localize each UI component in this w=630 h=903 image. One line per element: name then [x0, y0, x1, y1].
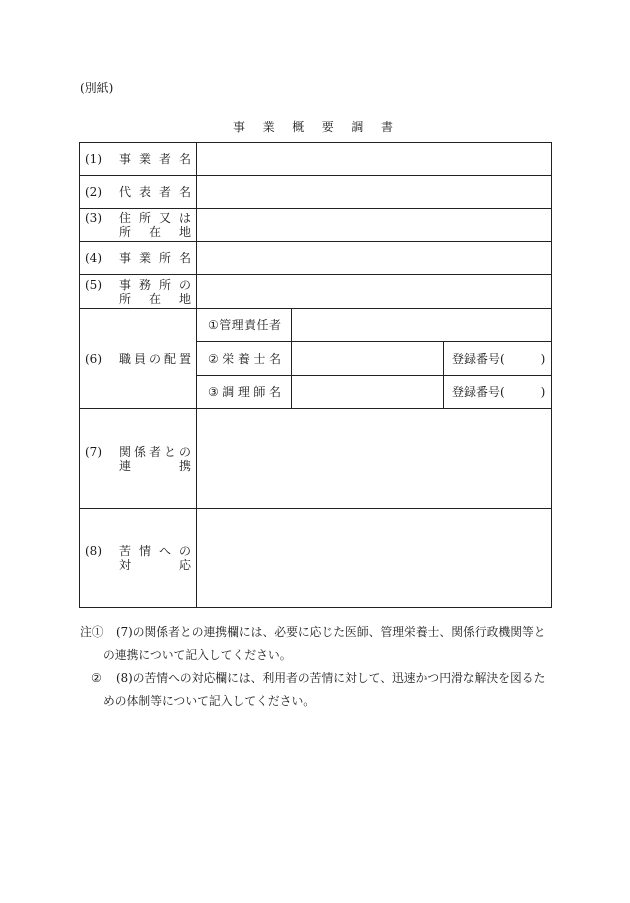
label-char: 要: [321, 120, 334, 134]
form-row: [80, 409, 552, 509]
label-char: 名: [268, 385, 281, 399]
label-char: 者: [158, 185, 171, 199]
business-overview-form: [79, 142, 552, 608]
label-char: 所: [158, 251, 171, 265]
sub-label-block: [197, 352, 291, 366]
label-text: [119, 445, 191, 459]
label-char: 書: [380, 120, 393, 134]
office-name-field: [197, 242, 552, 275]
label-char: 所: [158, 277, 171, 292]
document-title: [233, 119, 393, 135]
representative-name-field: [197, 176, 552, 209]
note-1-line-1: (7)の関係者との連携欄には、必要に応じた医師、管理栄養士、関係行政機関等と: [116, 625, 546, 639]
row-number: (1): [85, 152, 102, 166]
cook-name-field: [292, 376, 444, 409]
label-char: 代: [119, 185, 132, 199]
manager-name-field: [292, 309, 552, 342]
label-char: 責: [244, 318, 257, 332]
label-char: 調: [351, 120, 364, 134]
label-char: 務: [138, 277, 151, 292]
row-number: (8): [85, 544, 102, 558]
label-char: 業: [138, 251, 151, 265]
label-char: ①: [208, 318, 219, 332]
label-char: 情: [138, 544, 151, 558]
label-char: 業: [138, 152, 151, 166]
label-char: 地: [178, 225, 191, 239]
label-char: 苦: [119, 544, 132, 558]
business-operator-name-field: [197, 143, 552, 176]
sub-label-text: [208, 385, 281, 399]
label-char: へ: [158, 544, 171, 558]
row-number: (4): [85, 251, 102, 265]
label-text-line-2: [119, 459, 191, 473]
label-char: 関: [119, 444, 132, 459]
label-char: 表: [138, 185, 151, 199]
row-number: (7): [85, 444, 102, 459]
label-char: 者: [158, 152, 171, 166]
form-row: [80, 242, 552, 275]
label-char: 配: [163, 351, 176, 366]
label-text: [119, 352, 191, 366]
label-text: [119, 152, 191, 166]
label-text: [119, 185, 191, 199]
label-char: 理: [237, 385, 250, 399]
label-char: 又: [158, 211, 171, 225]
label-char: 置: [178, 351, 191, 366]
label-char: 所: [119, 225, 132, 239]
label-char: 員: [133, 351, 146, 366]
label-char: 調: [222, 385, 235, 399]
label-char: ②: [208, 351, 219, 366]
complaint-handling-field: [197, 509, 552, 608]
label-char: 養: [237, 351, 250, 366]
form-row: [80, 143, 552, 176]
label-char: 職: [119, 351, 132, 366]
label-char: 士: [253, 351, 266, 366]
note-2-marker: ②: [91, 671, 102, 685]
nutritionist-registration-number: 登録番号( ): [452, 351, 546, 366]
form-row: [80, 209, 552, 242]
label-char: 事: [233, 120, 246, 134]
sub-label-block: [197, 318, 291, 332]
label-char: 名: [178, 152, 191, 166]
label-char: 連: [119, 458, 132, 473]
staff-assignment-label: [80, 309, 197, 409]
sub-label-text: [208, 352, 281, 366]
note-1-marker: 注①: [80, 625, 104, 639]
row-number: (6): [85, 351, 102, 366]
label-char: 事: [119, 152, 132, 166]
note-2-line-1: (8)の苦情への対応欄には、利用者の苦情に対して、迅速かつ円滑な解決を図るた: [116, 671, 546, 685]
form-row: [80, 309, 552, 342]
label-char: と: [163, 444, 176, 459]
sub-label-text: [208, 318, 281, 332]
nutritionist-registration-cell: [444, 342, 552, 376]
label-char: は: [178, 211, 191, 225]
label-char: の: [148, 351, 161, 366]
note-1-line-2: の連携について記入してください。: [103, 648, 292, 662]
label-char: 在: [148, 225, 161, 239]
complaint-handling-label: [80, 509, 197, 608]
row-number: (3): [85, 211, 102, 225]
stakeholder-cooperation-field: [197, 409, 552, 509]
label-char: 栄: [222, 351, 235, 366]
label-char: の: [178, 444, 191, 459]
representative-name-label: [80, 176, 197, 209]
label-char: 名: [178, 251, 191, 265]
label-block: [80, 211, 196, 239]
form-row: [80, 176, 552, 209]
label-char: 所: [138, 211, 151, 225]
label-char: 管: [219, 318, 232, 332]
office-location-label: [80, 275, 197, 309]
label-char: 事: [119, 277, 132, 292]
label-text: [119, 251, 191, 265]
label-block: [80, 152, 196, 166]
address-label: [80, 209, 197, 242]
label-block: [80, 445, 196, 473]
label-char: 対: [119, 558, 132, 572]
business-operator-name-label: [80, 143, 197, 176]
label-char: 業: [262, 120, 275, 134]
label-block: [80, 251, 196, 265]
office-location-field: [197, 275, 552, 309]
label-block: [80, 278, 196, 306]
label-block: [80, 185, 196, 199]
label-char: 係: [133, 444, 146, 459]
note-2-line-2: めの体制等について記入してください。: [103, 694, 316, 708]
label-char: 所: [119, 291, 132, 306]
label-char: 携: [178, 458, 191, 473]
label-char: 住: [119, 211, 132, 225]
nutritionist-label: [197, 342, 292, 376]
label-char: 者: [148, 444, 161, 459]
sub-label-block: [197, 385, 291, 399]
label-text: [119, 278, 191, 292]
row-number: (2): [85, 185, 102, 199]
cook-label: [197, 376, 292, 409]
label-char: 名: [178, 185, 191, 199]
form-row: [80, 275, 552, 309]
office-name-label: [80, 242, 197, 275]
label-text-line-2: [119, 558, 191, 572]
label-text: [119, 211, 191, 225]
label-char: 在: [148, 291, 161, 306]
stakeholder-cooperation-label: [80, 409, 197, 509]
label-block: [80, 352, 196, 366]
row-number: (5): [85, 277, 102, 292]
label-char: の: [178, 544, 191, 558]
attachment-label: (別紙): [80, 81, 114, 95]
cook-registration-cell: [444, 376, 552, 409]
label-text-line-2: [119, 292, 191, 306]
address-field: [197, 209, 552, 242]
label-char: 者: [268, 318, 281, 332]
label-block: [80, 544, 196, 572]
label-char: 任: [256, 318, 269, 332]
label-text-line-2: [119, 225, 191, 239]
label-char: の: [178, 277, 191, 292]
label-char: 応: [178, 558, 191, 572]
nutritionist-name-field: [292, 342, 444, 376]
manager-label: [197, 309, 292, 342]
label-char: 理: [231, 318, 244, 332]
label-char: 地: [178, 291, 191, 306]
label-char: 師: [253, 385, 266, 399]
label-char: 概: [292, 120, 305, 134]
cook-registration-number: 登録番号( ): [452, 385, 546, 399]
label-text: [119, 544, 191, 558]
label-char: ③: [208, 385, 219, 399]
label-char: 事: [119, 251, 132, 265]
form-row: [80, 509, 552, 608]
label-char: 名: [268, 351, 281, 366]
